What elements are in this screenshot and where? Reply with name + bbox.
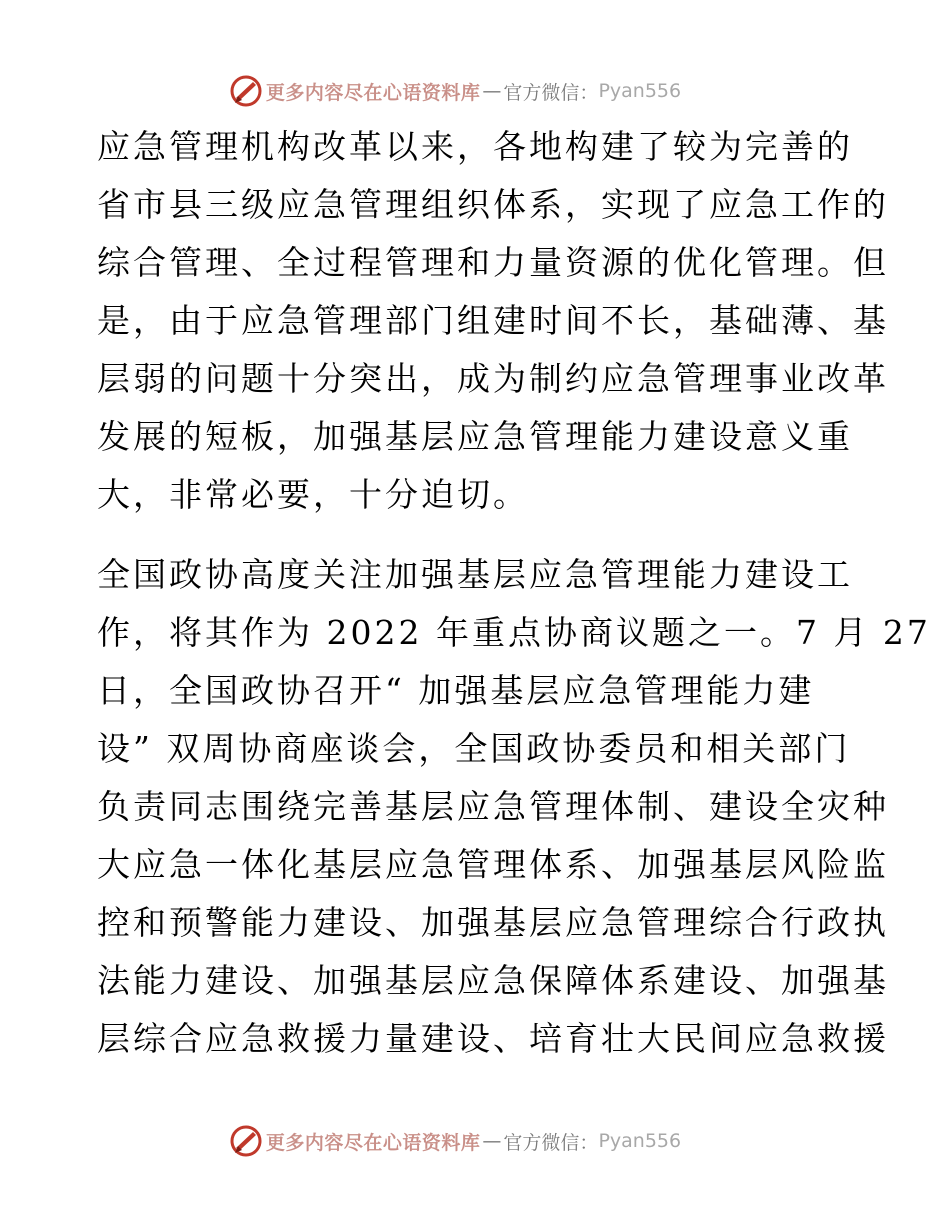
brand-logo-icon [229,1124,263,1158]
brand-logo-icon [229,74,263,108]
text-line: 应急管理机构改革以来，各地构建了较为完善的 [97,127,853,166]
text-line: 大应急一体化基层应急管理体系、加强基层风险监 [97,845,889,884]
banner-wechat-label: 官方微信： [503,1131,599,1154]
paragraph-2 [97,546,931,1068]
text-line: 综合管理、全过程管理和力量资源的优化管理。但 [97,243,889,282]
text-line: 控和预警能力建设、加强基层应急管理综合行政执 [97,903,889,942]
banner-wechat-label: 官方微信： [503,81,599,104]
banner-separator: — [482,80,502,102]
text-line: 全国政协高度关注加强基层应急管理能力建设工 [97,555,853,594]
text-line: 省市县三级应急管理组织体系，实现了应急工作的 [97,185,889,224]
text-line: 日，全国政协召开“ 加强基层应急管理能力建 [97,671,815,710]
footer-watermark-banner [0,1121,950,1161]
text-line: 层综合应急救援力量建设、培育壮大民间应急救援 [97,1019,889,1058]
banner-wechat-id: Pyan556 [598,80,682,102]
banner-separator: — [482,1130,502,1152]
banner-slogan: 更多内容尽在心语资料库 [265,1131,481,1154]
banner-wechat-id: Pyan556 [598,1130,682,1152]
text-line: 负责同志围绕完善基层应急管理体制、建设全灾种 [97,787,889,826]
text-line: 是，由于应急管理部门组建时间不长，基础薄、基 [97,301,889,340]
text-line: 层弱的问题十分突出，成为制约应急管理事业改革 [97,359,889,398]
text-line: 法能力建设、加强基层应急保障体系建设、加强基 [97,961,889,1000]
banner-slogan: 更多内容尽在心语资料库 [265,81,481,104]
text-line: 发展的短板，加强基层应急管理能力建设意义重 [97,417,853,456]
paragraph-1 [97,118,889,524]
header-watermark-banner [0,71,950,111]
text-line: 设” 双周协商座谈会，全国政协委员和相关部门 [97,729,851,768]
text-line: 作，将其作为 2022 年重点协商议题之一。7 月 27 [97,613,931,652]
text-line: 大，非常必要，十分迫切。 [97,475,529,514]
